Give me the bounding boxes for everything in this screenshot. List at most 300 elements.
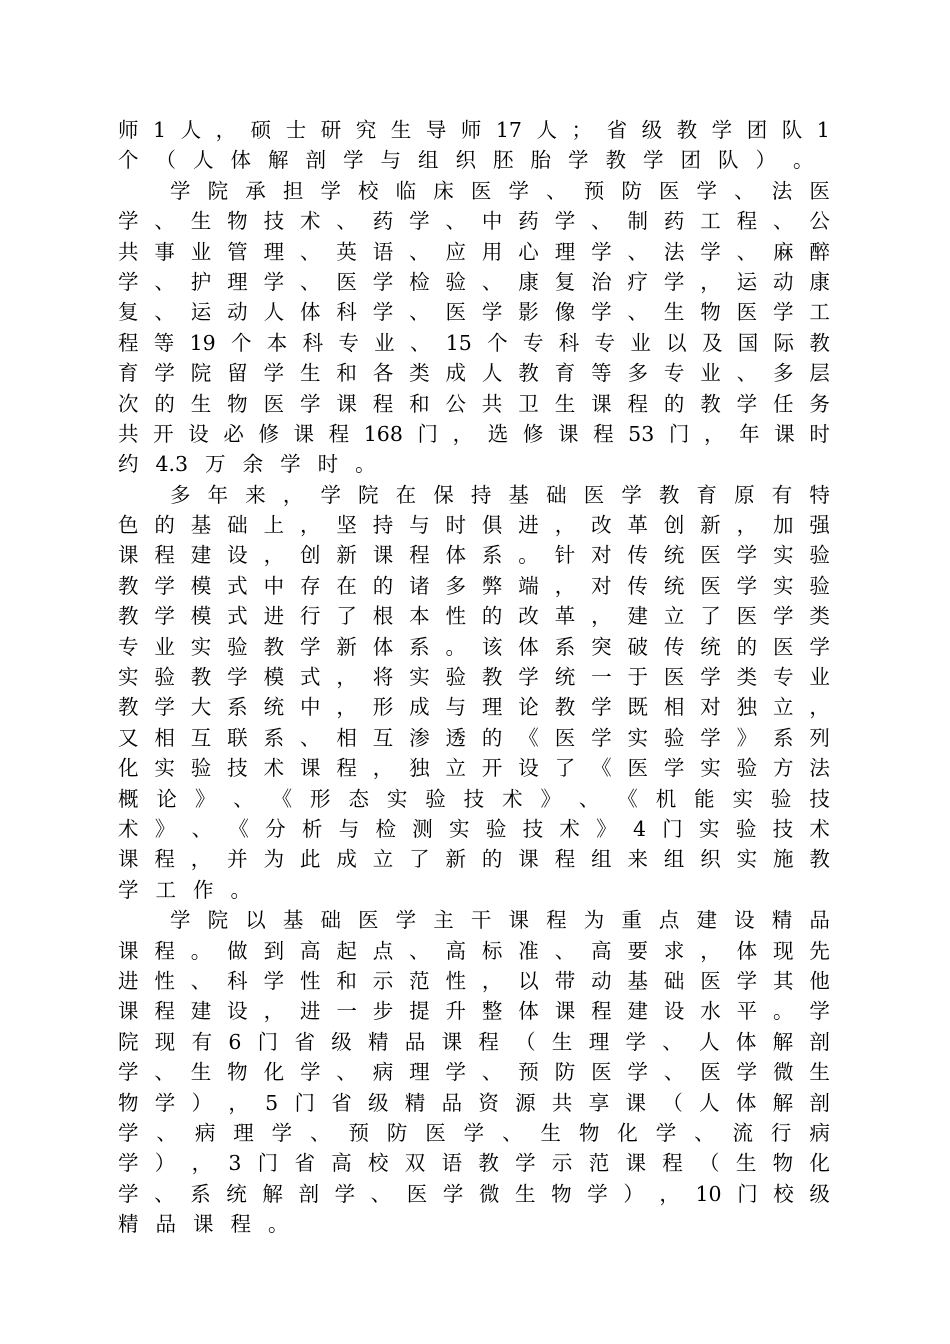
glyph: 立 bbox=[773, 695, 794, 720]
glyph: 课 bbox=[625, 1090, 646, 1115]
glyph: 程 bbox=[336, 756, 357, 781]
glyph: 1 bbox=[816, 118, 830, 142]
glyph: 学 bbox=[299, 1060, 321, 1085]
glyph: 化 bbox=[617, 1120, 638, 1145]
glyph: 学 bbox=[518, 665, 539, 690]
glyph: 程 bbox=[230, 1212, 251, 1237]
glyph: 重 bbox=[621, 908, 642, 933]
glyph: 此 bbox=[299, 847, 321, 872]
glyph: 万 bbox=[205, 452, 226, 477]
glyph: 高 bbox=[331, 1151, 352, 1176]
glyph: 门 bbox=[417, 421, 439, 446]
glyph: 生 bbox=[299, 361, 321, 386]
glyph: 务 bbox=[809, 391, 830, 416]
glyph: 课 bbox=[774, 421, 795, 446]
glyph: 中 bbox=[299, 695, 321, 720]
document-body bbox=[118, 115, 830, 1239]
glyph: 醉 bbox=[809, 239, 830, 264]
glyph: 联 bbox=[227, 725, 248, 750]
glyph: 对 bbox=[591, 543, 612, 568]
glyph: 建 bbox=[190, 999, 212, 1024]
glyph: 程 bbox=[627, 391, 648, 416]
glyph: 实 bbox=[773, 573, 794, 598]
glyph: 术 bbox=[263, 756, 285, 781]
glyph: 础 bbox=[320, 908, 341, 933]
glyph: 程 bbox=[554, 847, 576, 872]
glyph: 升 bbox=[445, 999, 467, 1024]
glyph: 精 bbox=[404, 1090, 426, 1115]
glyph: 工 bbox=[700, 209, 721, 234]
glyph: 与 bbox=[445, 695, 467, 720]
glyph: 教 bbox=[118, 573, 139, 598]
glyph: 应 bbox=[445, 239, 467, 264]
glyph: 新 bbox=[336, 634, 357, 659]
glyph: 对 bbox=[700, 695, 721, 720]
glyph: 干 bbox=[470, 908, 492, 933]
glyph: 、 bbox=[299, 239, 321, 264]
glyph: 3 bbox=[228, 1151, 242, 1176]
glyph: 公 bbox=[809, 209, 830, 234]
glyph: ） bbox=[154, 1151, 176, 1176]
glyph: ， bbox=[282, 482, 304, 507]
glyph: 工 bbox=[155, 877, 176, 902]
glyph: 麻 bbox=[773, 239, 794, 264]
glyph: ， bbox=[336, 695, 357, 720]
glyph: 、 bbox=[591, 209, 612, 234]
text-line bbox=[118, 540, 830, 570]
text-line bbox=[118, 389, 830, 419]
glyph: 学 bbox=[481, 300, 503, 325]
glyph: 医 bbox=[358, 908, 379, 933]
text-line bbox=[118, 480, 830, 510]
text-line bbox=[118, 966, 830, 996]
glyph: 年 bbox=[739, 421, 760, 446]
glyph: 测 bbox=[412, 816, 433, 841]
glyph: ， bbox=[191, 1151, 213, 1176]
glyph: 统 bbox=[226, 1181, 247, 1206]
glyph: 学 bbox=[170, 908, 191, 933]
glyph: 专 bbox=[663, 361, 685, 386]
glyph: 》 bbox=[194, 786, 216, 811]
glyph: 高 bbox=[445, 938, 467, 963]
glyph: 程 bbox=[662, 1151, 683, 1176]
glyph: 程 bbox=[154, 938, 175, 963]
text-line bbox=[118, 1118, 830, 1148]
glyph: 施 bbox=[773, 847, 794, 872]
glyph: 共 bbox=[481, 391, 503, 416]
glyph: 、 bbox=[409, 239, 430, 264]
glyph: 学 bbox=[809, 999, 830, 1024]
glyph: 、 bbox=[736, 361, 758, 386]
glyph: 级 bbox=[641, 118, 663, 142]
glyph: 法 bbox=[809, 756, 830, 781]
glyph: 17 bbox=[495, 118, 522, 142]
glyph: 胎 bbox=[530, 148, 551, 173]
glyph: 学 bbox=[736, 391, 758, 416]
glyph: ， bbox=[700, 269, 721, 294]
glyph: 承 bbox=[245, 178, 266, 203]
glyph: 物 bbox=[578, 1120, 600, 1145]
glyph: 的 bbox=[481, 604, 503, 629]
glyph: 院 bbox=[358, 482, 379, 507]
glyph: 学 bbox=[442, 1181, 464, 1206]
glyph: 课 bbox=[118, 999, 139, 1024]
glyph: 影 bbox=[518, 300, 539, 325]
glyph: 省 bbox=[294, 1029, 315, 1054]
glyph: 化 bbox=[118, 756, 139, 781]
glyph: 分 bbox=[265, 816, 286, 841]
glyph: 课 bbox=[557, 421, 579, 446]
glyph: 医 bbox=[700, 968, 721, 993]
glyph: 课 bbox=[554, 999, 576, 1024]
glyph: 解 bbox=[772, 1090, 794, 1115]
glyph: 院 bbox=[207, 908, 229, 933]
glyph: 学 bbox=[154, 361, 175, 386]
glyph: 理 bbox=[263, 239, 285, 264]
glyph: 学 bbox=[299, 391, 321, 416]
glyph: 课 bbox=[508, 908, 529, 933]
glyph: 药 bbox=[518, 209, 539, 234]
glyph: 示 bbox=[372, 968, 394, 993]
glyph: 19 bbox=[189, 330, 216, 355]
glyph: 精 bbox=[368, 1029, 389, 1054]
glyph: 等 bbox=[153, 330, 175, 355]
glyph: 人 bbox=[481, 361, 503, 386]
glyph: ， bbox=[372, 756, 394, 781]
glyph: 理 bbox=[409, 1060, 430, 1085]
glyph: 论 bbox=[156, 786, 177, 811]
glyph: 课 bbox=[625, 1151, 646, 1176]
glyph: 4 bbox=[632, 816, 646, 841]
glyph: 系 bbox=[773, 725, 794, 750]
glyph: 英 bbox=[336, 239, 357, 264]
glyph: 育 bbox=[118, 361, 139, 386]
glyph: 学 bbox=[773, 300, 794, 325]
glyph: 学 bbox=[700, 665, 721, 690]
glyph: 国 bbox=[737, 330, 759, 355]
glyph: 品 bbox=[809, 908, 830, 933]
glyph: 到 bbox=[263, 938, 285, 963]
glyph: 系 bbox=[554, 634, 576, 659]
glyph: 学 bbox=[627, 1060, 648, 1085]
glyph: 系 bbox=[409, 634, 430, 659]
glyph: 体 bbox=[518, 634, 539, 659]
glyph: 门 bbox=[257, 1029, 279, 1054]
text-line bbox=[118, 784, 830, 814]
glyph: ， bbox=[215, 118, 237, 142]
glyph: 性 bbox=[299, 968, 321, 993]
glyph: 资 bbox=[478, 1090, 499, 1115]
glyph: 治 bbox=[591, 269, 612, 294]
glyph: 解 bbox=[772, 1029, 794, 1054]
glyph: 院 bbox=[118, 1029, 139, 1054]
glyph: 、 bbox=[409, 300, 430, 325]
glyph: 实 bbox=[154, 756, 175, 781]
glyph: 学 bbox=[263, 968, 285, 993]
text-line bbox=[118, 1148, 830, 1178]
glyph: 学 bbox=[154, 1090, 176, 1115]
glyph: 实 bbox=[736, 847, 758, 872]
glyph: 教 bbox=[263, 634, 285, 659]
glyph: 要 bbox=[627, 938, 648, 963]
glyph: 又 bbox=[118, 725, 139, 750]
glyph: 公 bbox=[445, 391, 467, 416]
glyph: 学 bbox=[154, 573, 175, 598]
text-line bbox=[118, 206, 830, 236]
glyph: 程 bbox=[372, 391, 394, 416]
glyph: 体 bbox=[518, 999, 539, 1024]
glyph: 精 bbox=[771, 908, 793, 933]
glyph: 、 bbox=[154, 209, 175, 234]
glyph: 层 bbox=[809, 361, 830, 386]
glyph: 级 bbox=[331, 1029, 352, 1054]
glyph: 团 bbox=[680, 148, 701, 173]
glyph: 个 bbox=[487, 330, 508, 355]
glyph: 及 bbox=[701, 330, 723, 355]
glyph: 生 bbox=[390, 118, 412, 142]
glyph: 教 bbox=[554, 695, 576, 720]
glyph: 、 bbox=[409, 938, 430, 963]
glyph: 学 bbox=[655, 1120, 677, 1145]
glyph: 品 bbox=[441, 1090, 463, 1115]
glyph: 强 bbox=[809, 513, 830, 538]
glyph: 独 bbox=[409, 756, 430, 781]
glyph: 主 bbox=[433, 908, 454, 933]
glyph: 共 bbox=[118, 421, 139, 446]
glyph: 学 bbox=[170, 178, 191, 203]
glyph: 。 bbox=[793, 148, 814, 173]
glyph: 》 bbox=[540, 786, 561, 811]
glyph: 用 bbox=[481, 239, 503, 264]
glyph: 168 bbox=[363, 421, 403, 446]
glyph: 实 bbox=[386, 786, 408, 811]
glyph: 学 bbox=[118, 269, 139, 294]
glyph: 诸 bbox=[409, 573, 430, 598]
glyph: 起 bbox=[336, 938, 357, 963]
glyph: 学 bbox=[591, 695, 612, 720]
glyph: 医 bbox=[663, 665, 685, 690]
glyph: 形 bbox=[372, 695, 394, 720]
glyph: 教 bbox=[190, 665, 212, 690]
glyph: 学 bbox=[554, 209, 576, 234]
glyph: ； bbox=[571, 118, 593, 142]
glyph: 实 bbox=[699, 816, 720, 841]
glyph: （ bbox=[155, 148, 176, 173]
glyph: 立 bbox=[445, 756, 467, 781]
glyph: 的 bbox=[372, 573, 394, 598]
glyph: ， bbox=[452, 421, 474, 446]
glyph: 、 bbox=[156, 1120, 177, 1145]
glyph: 学 bbox=[587, 1181, 608, 1206]
glyph: 验 bbox=[809, 573, 830, 598]
glyph: 、 bbox=[481, 1060, 503, 1085]
glyph: 革 bbox=[554, 604, 576, 629]
text-line bbox=[118, 237, 830, 267]
glyph: 了 bbox=[700, 604, 721, 629]
glyph: 选 bbox=[487, 421, 509, 446]
glyph: 学 bbox=[568, 148, 589, 173]
glyph: 教 bbox=[118, 695, 139, 720]
glyph: 作 bbox=[193, 877, 214, 902]
text-line bbox=[118, 358, 830, 388]
glyph: 解 bbox=[268, 148, 289, 173]
glyph: 大 bbox=[190, 695, 212, 720]
glyph: 中 bbox=[481, 209, 503, 234]
glyph: 于 bbox=[627, 665, 648, 690]
glyph: 来 bbox=[245, 482, 266, 507]
glyph: 中 bbox=[263, 573, 285, 598]
glyph: 际 bbox=[773, 330, 795, 355]
glyph: 弊 bbox=[481, 573, 503, 598]
glyph: 、 bbox=[736, 239, 758, 264]
glyph: 课 bbox=[193, 1212, 214, 1237]
glyph: 门 bbox=[668, 421, 690, 446]
glyph: 设 bbox=[518, 756, 539, 781]
glyph: 以 bbox=[245, 908, 266, 933]
glyph: 有 bbox=[191, 1029, 213, 1054]
glyph: 个 bbox=[118, 148, 139, 173]
glyph: 行 bbox=[770, 1120, 792, 1145]
document-page bbox=[118, 115, 830, 1239]
glyph: 医 bbox=[470, 178, 492, 203]
glyph: 像 bbox=[554, 300, 576, 325]
glyph: 精 bbox=[118, 1212, 139, 1237]
glyph: 学 bbox=[154, 695, 175, 720]
glyph: 学 bbox=[263, 269, 285, 294]
glyph: 解 bbox=[262, 1181, 283, 1206]
glyph: 医 bbox=[809, 178, 830, 203]
glyph: 对 bbox=[591, 573, 612, 598]
glyph: ， bbox=[700, 938, 721, 963]
glyph: 理 bbox=[481, 695, 503, 720]
glyph: 医 bbox=[700, 1060, 721, 1085]
glyph: 课 bbox=[118, 938, 139, 963]
glyph: 基 bbox=[190, 513, 212, 538]
glyph: 学 bbox=[773, 604, 794, 629]
glyph: ， bbox=[809, 695, 830, 720]
glyph: 、 bbox=[299, 725, 321, 750]
glyph: 学 bbox=[227, 665, 248, 690]
glyph: 业 bbox=[809, 665, 830, 690]
glyph: ， bbox=[336, 665, 357, 690]
glyph: 验 bbox=[485, 816, 507, 841]
glyph: 统 bbox=[263, 695, 285, 720]
glyph: 医 bbox=[583, 482, 605, 507]
glyph: 剖 bbox=[305, 148, 326, 173]
glyph: 学 bbox=[515, 1151, 536, 1176]
glyph: 专 bbox=[338, 330, 359, 355]
glyph: 标 bbox=[481, 938, 503, 963]
glyph: 成 bbox=[409, 695, 430, 720]
glyph: 开 bbox=[153, 421, 174, 446]
glyph: 模 bbox=[263, 665, 285, 690]
glyph: 现 bbox=[773, 938, 794, 963]
glyph: 点 bbox=[372, 938, 394, 963]
glyph: 学 bbox=[271, 1120, 293, 1145]
glyph: 课 bbox=[336, 391, 357, 416]
glyph: 、 bbox=[154, 269, 175, 294]
glyph: 成 bbox=[445, 361, 467, 386]
glyph: 本 bbox=[409, 604, 430, 629]
glyph: 。 bbox=[445, 634, 467, 659]
glyph: 语 bbox=[441, 1151, 463, 1176]
glyph: 约 bbox=[118, 452, 139, 477]
glyph: 实 bbox=[627, 725, 648, 750]
glyph: 的 bbox=[663, 391, 685, 416]
glyph: 次 bbox=[118, 391, 139, 416]
glyph: 术 bbox=[559, 816, 580, 841]
glyph: （ bbox=[699, 1151, 720, 1176]
text-line bbox=[118, 996, 830, 1026]
glyph: 学 bbox=[409, 209, 430, 234]
glyph: 持 bbox=[470, 482, 492, 507]
glyph: 俱 bbox=[481, 513, 503, 538]
glyph: 教 bbox=[481, 665, 503, 690]
glyph: 医 bbox=[263, 391, 285, 416]
glyph: 生 bbox=[190, 1060, 212, 1085]
glyph: 物 bbox=[227, 1060, 248, 1085]
glyph: ， bbox=[659, 1181, 680, 1206]
text-line bbox=[118, 844, 830, 874]
glyph: 药 bbox=[663, 209, 685, 234]
glyph: 学 bbox=[343, 148, 364, 173]
glyph: 学 bbox=[736, 573, 758, 598]
glyph: 平 bbox=[736, 999, 758, 1024]
glyph: 享 bbox=[588, 1090, 610, 1115]
glyph: 模 bbox=[190, 573, 212, 598]
glyph: 术 bbox=[809, 816, 830, 841]
glyph: 步 bbox=[372, 999, 394, 1024]
glyph: 》 bbox=[154, 816, 176, 841]
glyph: 程 bbox=[593, 421, 614, 446]
glyph: 时 bbox=[809, 421, 830, 446]
glyph: 床 bbox=[433, 178, 454, 203]
glyph: 运 bbox=[736, 269, 758, 294]
glyph: 技 bbox=[809, 786, 830, 811]
glyph: 校 bbox=[773, 1181, 794, 1206]
glyph: 病 bbox=[194, 1120, 216, 1145]
text-line bbox=[118, 297, 830, 327]
glyph: 时 bbox=[445, 513, 467, 538]
glyph: 统 bbox=[663, 573, 685, 598]
glyph: 时 bbox=[317, 452, 339, 477]
glyph: 有 bbox=[771, 482, 793, 507]
glyph: 程 bbox=[154, 847, 175, 872]
glyph: 科 bbox=[336, 300, 357, 325]
glyph: 科 bbox=[558, 330, 580, 355]
glyph: 准 bbox=[518, 938, 539, 963]
glyph: 业 bbox=[190, 239, 212, 264]
glyph: 。 bbox=[268, 1212, 289, 1237]
glyph: 技 bbox=[463, 786, 485, 811]
glyph: 业 bbox=[700, 361, 721, 386]
glyph: 整 bbox=[481, 999, 503, 1024]
glyph: 进 bbox=[118, 968, 139, 993]
glyph: 技 bbox=[772, 816, 794, 841]
glyph: 组 bbox=[591, 847, 612, 872]
glyph: 能 bbox=[694, 786, 715, 811]
glyph: 、 bbox=[663, 1060, 685, 1085]
glyph: 体 bbox=[230, 148, 251, 173]
text-line bbox=[118, 1088, 830, 1118]
glyph: 》 bbox=[596, 816, 617, 841]
glyph: 制 bbox=[627, 209, 648, 234]
glyph: 概 bbox=[118, 786, 139, 811]
glyph: 53 bbox=[628, 421, 655, 446]
glyph: 实 bbox=[118, 665, 139, 690]
glyph: 实 bbox=[190, 634, 212, 659]
glyph: 双 bbox=[404, 1151, 426, 1176]
